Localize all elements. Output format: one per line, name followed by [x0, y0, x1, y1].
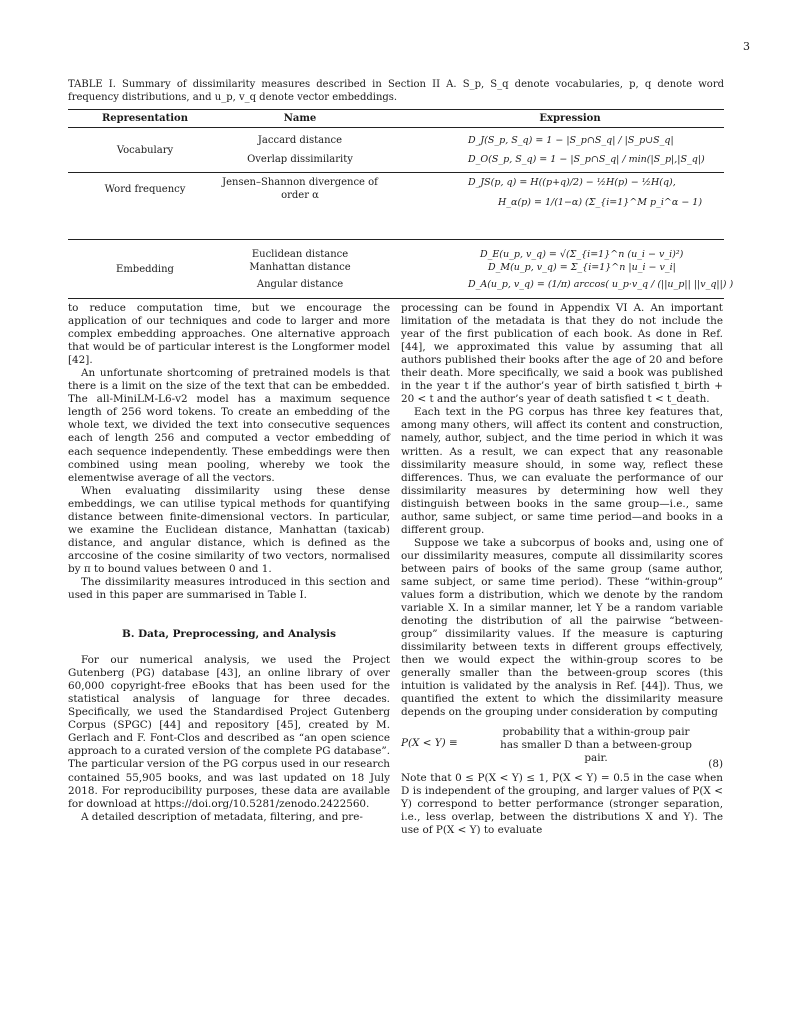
table-expression-cell: D_A(u_p, v_q) = (1/π) arccos( u_p·v_q / (||u_p|| ||v_q||) ) — [468, 279, 734, 290]
table-expression-cell: D_E(u_p, v_q) = √(Σ_{i=1}^n (u_i − v_i)²) — [480, 249, 684, 260]
table-name-cell: Jaccard distance — [257, 135, 343, 146]
paragraph: Each text in the PG corpus has three key features that, among many others, will affect its content and construction, namely, author, subject, and the time period in which it was written. As a result, we can expect that any reasonable dissimilarity measure should, in some way, reflect these differences. Thus, we can evaluate the performance of our dissimilarity measures by determining how well they distinguish between books in the same group—i.e., same author, same subject, or same time period—and books in a different group. — [401, 406, 723, 536]
table-representation-cell: Embedding — [116, 264, 174, 275]
left-column — [68, 302, 390, 824]
paragraph: When evaluating dissimilarity using these dense embeddings, we can utilise typical methods for quantifying distance between finite-dimensional vectors. In particular, we examine the Euclidean distance, Manhattan (taxicab) distance, and angular distance, which is defined as the arccosine of the cosine similarity of two vectors, normalised by π to bound values between 0 and 1. — [68, 484, 390, 575]
table-expression-cell: D_O(S_p, S_q) = 1 − |S_p∩S_q| / min(|S_p|,|S_q|) — [468, 154, 705, 165]
table-bottom-rule — [68, 298, 724, 299]
spacer — [68, 602, 390, 615]
table-top-rule — [68, 109, 724, 110]
spacer — [68, 615, 390, 628]
section-heading: B. Data, Preprocessing, and Analysis — [122, 628, 336, 641]
table-representation-cell: Word frequency — [104, 184, 186, 195]
table-name-cell: Jensen–Shannon divergence of — [222, 177, 378, 188]
paragraph: Note that 0 ≤ P(X < Y) ≤ 1, P(X < Y) = 0.5 in the case when D is independent of the grouping, and larger values of P(X < Y) correspond to better performance (stronger separation, i.e., less overlap, between the distributions X and Y). The use of P(X < Y) to evaluate — [401, 771, 723, 836]
table-name-cell: Angular distance — [256, 279, 344, 290]
equation-number: (8) — [708, 757, 723, 770]
equation-rhs: probability that a within-group pair has smaller D than a between-group pair. — [500, 725, 692, 764]
table-name-cell: Overlap dissimilarity — [247, 154, 353, 165]
table-expression-cell: D_M(u_p, v_q) = Σ_{i=1}^n |u_i − v_i| — [488, 262, 676, 273]
table-header-name: Name — [283, 113, 317, 124]
paragraph: processing can be found in Appendix VI A. An important limitation of the metadata is that they do not include the year of the first publication of each book. As done in Ref. [44], we approximated this value by assuming that all authors published their books after the age of 20 and before their death. More specifically, we said a book was published in the year t if the author’s year of birth satisfied t_birth + 20 < t and the author’s year of death satisfied t < t_death. — [401, 302, 723, 406]
paragraph: A detailed description of metadata, filtering, and pre- — [81, 810, 363, 823]
table-header-expression: Expression — [539, 113, 601, 124]
equation-8 — [401, 720, 723, 772]
spacer — [68, 641, 390, 654]
table-header-representation: Representation — [101, 113, 188, 124]
table-caption: TABLE I. Summary of dissimilarity measures described in Section II A. S_p, S_q denote vocabularies, p, q denote word frequency distributions, and u_p, v_q denote vector embeddings. — [68, 79, 724, 103]
table-name-cell: Manhattan distance — [249, 262, 351, 273]
paragraph: The dissimilarity measures introduced in this section and used in this paper are summarised in Table I. — [68, 575, 390, 602]
table-header-rule — [68, 127, 724, 128]
paragraph: to reduce computation time, but we encourage the application of our techniques and code to larger and more complex embedding approaches. One alternative approach that would be of particular interest is the Longformer model [42]. — [68, 302, 390, 367]
table-expression-cell: D_J(S_p, S_q) = 1 − |S_p∩S_q| / |S_p∪S_q| — [468, 135, 674, 146]
paragraph: An unfortunate shortcoming of pretrained models is that there is a limit on the size of the text that can be embedded. The all-MiniLM-L6-v2 model has a maximum sequence length of 256 word tokens. To create an embedding of the whole text, we divided the text into consecutive sequences each of length 256 and computed a vector embedding of each sequence independently. These embeddings were then combined using mean pooling, whereby we took the elementwise average of all the vectors. — [68, 367, 390, 484]
table-name-cell: Euclidean distance — [251, 249, 349, 260]
right-column — [401, 302, 723, 837]
paragraph: For our numerical analysis, we used the Project Gutenberg (PG) database [43], an online library of over 60,000 copyright-free eBooks that has been used for the statistical analysis of language for three decades. Specifically, we used the Standardised Project Gutenberg Corpus (SPGC) [44] and repository [45], created by M. Gerlach and F. Font-Clos and described as “an open science approach to a curated version of the complete PG database”. The particular version of the PG corpus used in our research contained 55,905 books, and was last updated on 18 July 2018. For reproducibility purposes, these data are available for download at https://doi.org/10.5281/zenodo.2422560. — [68, 654, 390, 810]
paragraph: Suppose we take a subcorpus of books and, using one of our dissimilarity measures, compute all dissimilarity scores between pairs of books of the same group (same author, same subject, or same time period). These “within-group” values form a distribution, which we denote by the random variable X. In a similar manner, let Y be a random variable denoting the distribution of all the pairwise “between-group” dissimilarity values. If the measure is capturing dissimilarity between texts in different groups effectively, then we would expect the within-group scores to be generally smaller than the between-group scores (this intuition is validated by the analysis in Ref. [44]). Thus, we quantified the extent to which the dissimilarity measure depends on the grouping under consideration by computing — [401, 536, 723, 719]
table-group-rule — [68, 172, 724, 173]
table-name-cell: order α — [281, 190, 319, 201]
table-expression-cell: D_JS(p, q) = H((p+q)/2) − ½H(p) − ½H(q), — [468, 177, 676, 188]
page-number: 3 — [743, 40, 750, 53]
table-representation-cell: Vocabulary — [116, 145, 174, 156]
table-group-rule — [68, 239, 724, 240]
equation-lhs: P(X < Y) ≡ — [401, 736, 458, 749]
table-expression-cell: H_α(p) = 1/(1−α) (Σ_{i=1}^M p_i^α − 1) — [498, 197, 703, 208]
